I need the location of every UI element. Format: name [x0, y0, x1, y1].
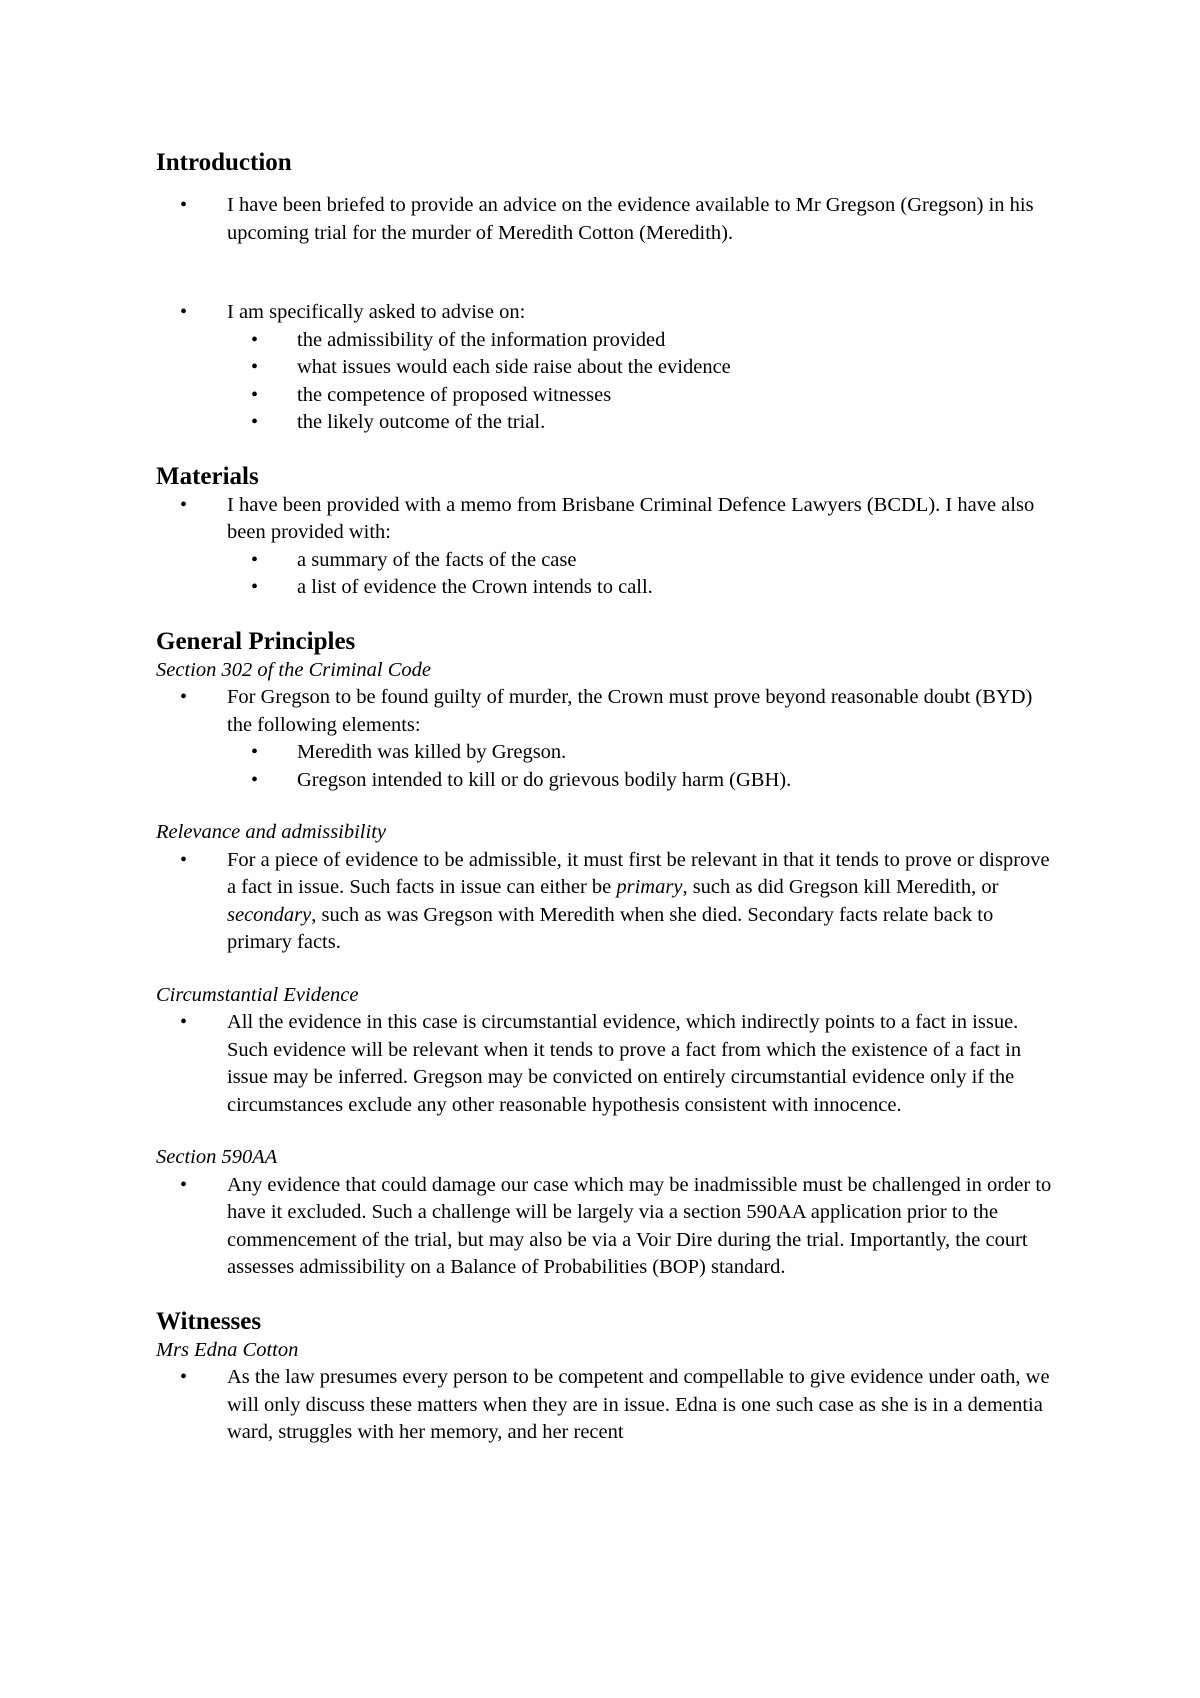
bullet-icon: •: [180, 686, 188, 708]
list-item: [227, 409, 1056, 437]
list-item: [156, 1172, 1056, 1282]
bullet-icon: •: [180, 1173, 188, 1196]
bullet-icon: •: [180, 194, 188, 216]
relevance-list: [156, 847, 1056, 957]
intro-sub-item: the competence of proposed witnesses: [297, 383, 612, 406]
bullet-icon: •: [251, 548, 259, 571]
intro-bullet-1: I have been briefed to provide an advice on the evidence available to Mr Gregson (Gregson) in his upcoming trial for the murder of Meredith Cotton (Meredith).: [227, 194, 1034, 244]
bullet-icon: •: [180, 1011, 188, 1033]
s302-list: [156, 684, 1056, 794]
bullet-icon: •: [251, 768, 259, 791]
list-item: [227, 739, 1056, 767]
intro-list: [156, 192, 1056, 247]
materials-sublist: [227, 547, 1056, 602]
heading-general-principles: General Principles: [156, 627, 356, 655]
subheading-edna-cotton: Mrs Edna Cotton: [156, 1338, 299, 1361]
materials-sub-item: a list of evidence the Crown intends to call.: [297, 576, 653, 598]
materials-bullet-1: I have been provided with a memo from Brisbane Criminal Defence Lawyers (BCDL). I have also been provided with:: [227, 493, 1035, 543]
relevance-secondary: secondary: [227, 903, 312, 926]
intro-sub-item: the likely outcome of the trial.: [297, 411, 546, 433]
list-item: [156, 684, 1056, 794]
heading-witnesses: Witnesses: [156, 1307, 262, 1335]
heading-introduction: Introduction: [156, 149, 292, 176]
list-item: [156, 192, 1056, 247]
list-item: [156, 1364, 1056, 1447]
bullet-icon: •: [251, 411, 259, 433]
subheading-circumstantial: Circumstantial Evidence: [156, 983, 359, 1006]
document-body: [156, 148, 1056, 1447]
list-item: [227, 767, 1056, 795]
circumstantial-bullet-1: All the evidence in this case is circumstantial evidence, which indirectly points to a fact in issue. Such evidence will be relevant when it tends to prove a fact from which the existence of a fact in issue may be inferred. Gregson may be convicted on entirely circumstantial evidence only if the circumstances exclude any other reasonable hypothesis consistent with innocence.: [227, 1011, 1022, 1116]
s302-sub-item: Gregson intended to kill or do grievous bodily harm (GBH).: [297, 768, 792, 791]
bullet-icon: •: [180, 1366, 188, 1388]
list-item: [227, 354, 1056, 382]
s302-sub-item: Meredith was killed by Gregson.: [297, 741, 567, 763]
list-item: [227, 547, 1056, 575]
relevance-primary: primary: [616, 876, 683, 898]
list-item: [156, 847, 1056, 957]
relevance-text-3: , such as was Gregson with Meredith when she died. Secondary facts relate back to primary facts.: [227, 903, 994, 953]
list-item: [227, 382, 1056, 410]
bullet-icon: •: [251, 383, 259, 406]
list-item: [227, 327, 1056, 355]
list-item: [156, 492, 1056, 602]
materials-list: [156, 492, 1056, 602]
intro-list-2: [156, 299, 1056, 437]
intro-sub-item: the admissibility of the information provided: [297, 328, 666, 351]
bullet-icon: •: [251, 576, 259, 598]
list-item: [156, 1009, 1056, 1119]
relevance-text-2: , such as did Gregson kill Meredith, or: [682, 876, 999, 898]
bullet-icon: •: [251, 328, 259, 351]
s590aa-bullet-1: Any evidence that could damage our case which may be inadmissible must be challenged in order to have it excluded. Such a challenge will be largely via a section 590AA application prior to the commencement of the trial, but may also be via a Voir Dire during the trial. Importantly, the court assesses admissibility on a Balance of Probabilities (BOP) standard.: [227, 1173, 1052, 1278]
heading-materials: Materials: [156, 462, 259, 490]
edna-list: [156, 1364, 1056, 1447]
subheading-relevance: Relevance and admissibility: [156, 821, 386, 843]
s302-bullet-1: For Gregson to be found guilty of murder, the Crown must prove beyond reasonable doubt (BYD) the following elements:: [227, 686, 1033, 736]
circumstantial-list: [156, 1009, 1056, 1119]
list-item: [227, 574, 1056, 602]
subheading-section-302: Section 302 of the Criminal Code: [156, 658, 432, 681]
subheading-section-590aa: Section 590AA: [156, 1146, 278, 1168]
bullet-icon: •: [180, 301, 188, 323]
s590aa-list: [156, 1172, 1056, 1282]
bullet-icon: •: [251, 356, 259, 378]
list-item: [156, 299, 1056, 437]
s302-sublist: [227, 739, 1056, 794]
edna-bullet-1: As the law presumes every person to be competent and compellable to give evidence under oath, we will only discuss these matters when they are in issue. Edna is one such case as she is in a dementia ward, struggles with her memory, and her recent: [227, 1366, 1050, 1443]
relevance-text-1: For a piece of evidence to be admissible, it must first be relevant in that it tends to prove or disprove a fact in issue. Such facts in issue can either be: [227, 848, 1050, 898]
intro-bullet-2: I am specifically asked to advise on:: [227, 301, 526, 323]
bullet-icon: •: [180, 848, 188, 871]
bullet-icon: •: [180, 493, 188, 516]
intro-sublist: [227, 327, 1056, 437]
intro-sub-item: what issues would each side raise about the evidence: [297, 356, 731, 378]
materials-sub-item: a summary of the facts of the case: [297, 548, 577, 571]
bullet-icon: •: [251, 741, 259, 763]
